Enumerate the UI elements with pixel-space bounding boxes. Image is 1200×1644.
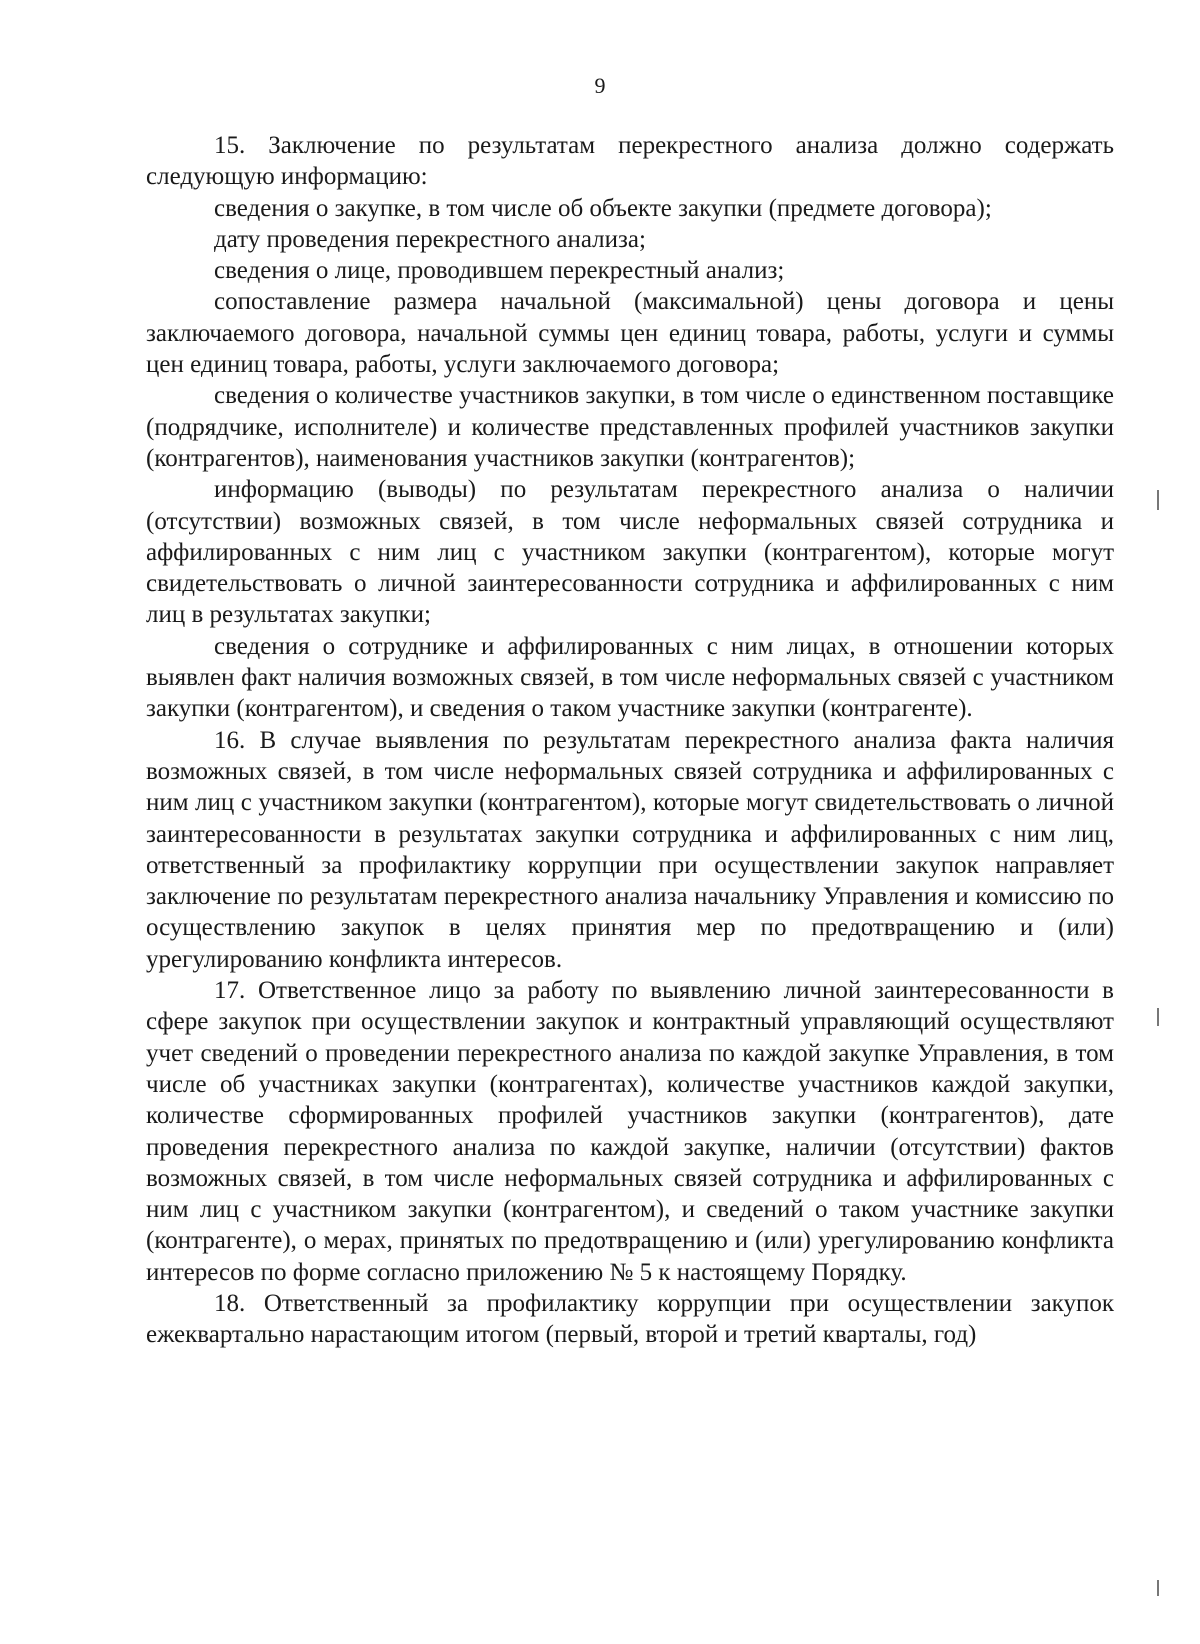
list-item-participants-count: сведения о количестве участников закупки, в том числе о единственном поставщике (подрядчике, исполнителе) и количестве представленных профилей участников закупки (контрагентов), наименования участников закупки (контрагентов); [146, 382, 1114, 472]
scan-edge-mark [1157, 1580, 1159, 1596]
scan-edge-mark [1157, 490, 1159, 510]
list-item-procurement-info: сведения о закупке, в том числе об объекте закупки (предмете договора); [214, 194, 992, 222]
paragraph-16: 16. В случае выявления по результатам перекрестного анализа факта наличия возможных связей, в том числе неформальных связей сотрудника и аффилированных с ним лиц с участником закупки (контрагентом), которые могут свидетельствовать о личной заинтересованности в результатах закупки сотрудника и аффилированных с ним лиц, ответственный за профилактику коррупции при осуществлении закупок направляет заключение по результатам перекрестного анализа начальнику Управления и комиссию по осуществлению закупок в целях принятия мер по предотвращению и (или) урегулированию конфликта интересов. [146, 726, 1114, 973]
scan-edge-mark [1157, 1008, 1159, 1026]
paragraph-17: 17. Ответственное лицо за работу по выявлению личной заинтересованности в сфере закупок при осуществлении закупок и контрактный управляющий осуществляют учет сведений о проведении перекрестного анализа по каждой закупке Управления, в том числе об участниках закупки (контрагентах), количестве участников каждой закупки, количестве сформированных профилей участников закупки (контрагентов), дате проведения перекрестного анализа по каждой закупке, наличии (отсутствии) фактов возможных связей, в том числе неформальных связей сотрудника и аффилированных с ним лиц с участником закупки (контрагентом), и сведений о таком участнике закупки (контрагенте), о мерах, принятых по предотвращению и (или) урегулированию конфликта интересов по форме согласно приложению № 5 к настоящему Порядку. [146, 977, 1114, 1286]
page-number: 9 [594, 73, 606, 98]
list-item-analysis-conclusions: информацию (выводы) по результатам перекрестного анализа о наличии (отсутствии) возможных связей, в том числе неформальных связей сотрудника и аффилированных с ним лиц с участником закупки (контрагентом), которые могут свидетельствовать о личной заинтересованности сотрудника и аффилированных с ним лиц в результатах закупки; [146, 476, 1114, 629]
list-item-price-comparison: сопоставление размера начальной (максимальной) цены договора и цены заключаемого договора, начальной суммы цен единиц товара, работы, услуги и суммы цен единиц товара, работы, услуги заключаемого договора; [146, 288, 1114, 379]
list-item-employee-info: сведения о сотруднике и аффилированных с ним лицах, в отношении которых выявлен факт наличия возможных связей, в том числе неформальных связей с участником закупки (контрагентом), и сведения о таком участнике закупки (контрагенте). [146, 632, 1114, 723]
list-item-analysis-date: дату проведения перекрестного анализа; [214, 225, 646, 253]
paragraph-15-intro: 15. Заключение по результатам перекрестного анализа должно содержать следующую информацию: [146, 132, 1114, 191]
paragraph-18: 18. Ответственный за профилактику коррупции при осуществлении закупок ежеквартально нарастающим итогом (первый, второй и третий кварталы, год) [146, 1289, 1114, 1349]
list-item-analyst-info: сведения о лице, проводившем перекрестный анализ; [214, 257, 785, 285]
document-body [146, 130, 1114, 1351]
